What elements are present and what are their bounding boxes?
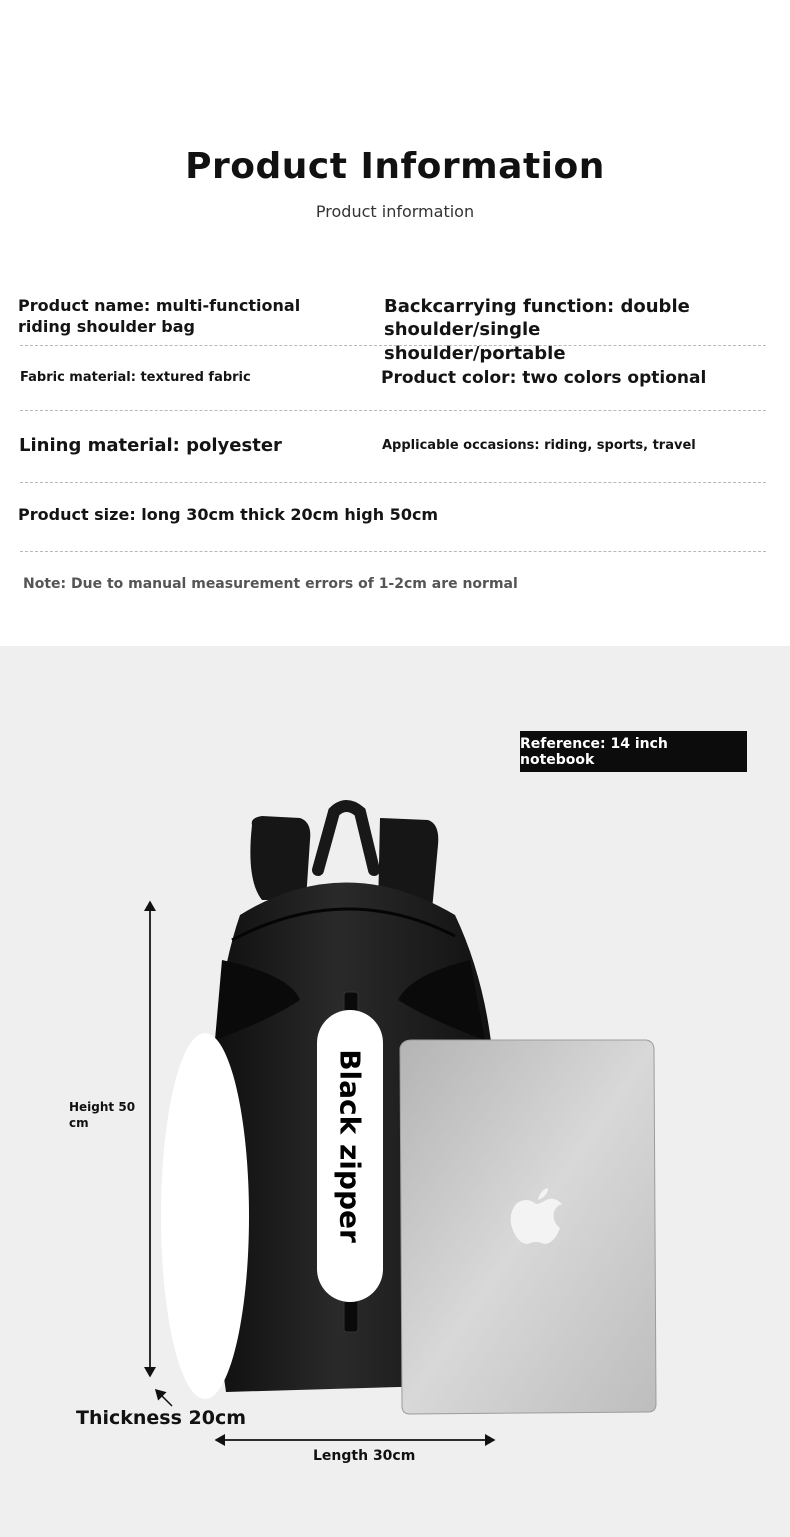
spec-size: Product size: long 30cm thick 20cm high 50cm [18,505,439,524]
spec-product-name: Product name: multi-functional riding shoulder bag [18,296,301,336]
spec-lining: Lining material: polyester [19,435,282,456]
thickness-label: Thickness 20cm [76,1407,247,1429]
side-highlight [161,1033,249,1399]
spec-color: Product color: two colors optional [381,368,707,388]
height-label: Height 50 cm [69,1100,136,1130]
length-label: Length 30cm [313,1448,416,1464]
page-title: Product Information [185,146,605,187]
thickness-arrow [156,1390,172,1406]
spec-occasions: Applicable occasions: riding, sports, travel [382,438,696,453]
spec-backcarrying: Backcarrying function: double shoulder/single shoulder/portable [384,296,690,364]
page-subtitle: Product information [315,202,475,221]
measurement-note: Note: Due to manual measurement errors of 1-2cm are normal [23,576,518,592]
left-strap [250,816,310,900]
zipper-label: Black zipper [333,1049,367,1243]
spec-fabric: Fabric material: textured fabric [20,370,251,385]
reference-badge: Reference: 14 inch notebook [520,731,747,772]
top-handle [318,806,374,870]
